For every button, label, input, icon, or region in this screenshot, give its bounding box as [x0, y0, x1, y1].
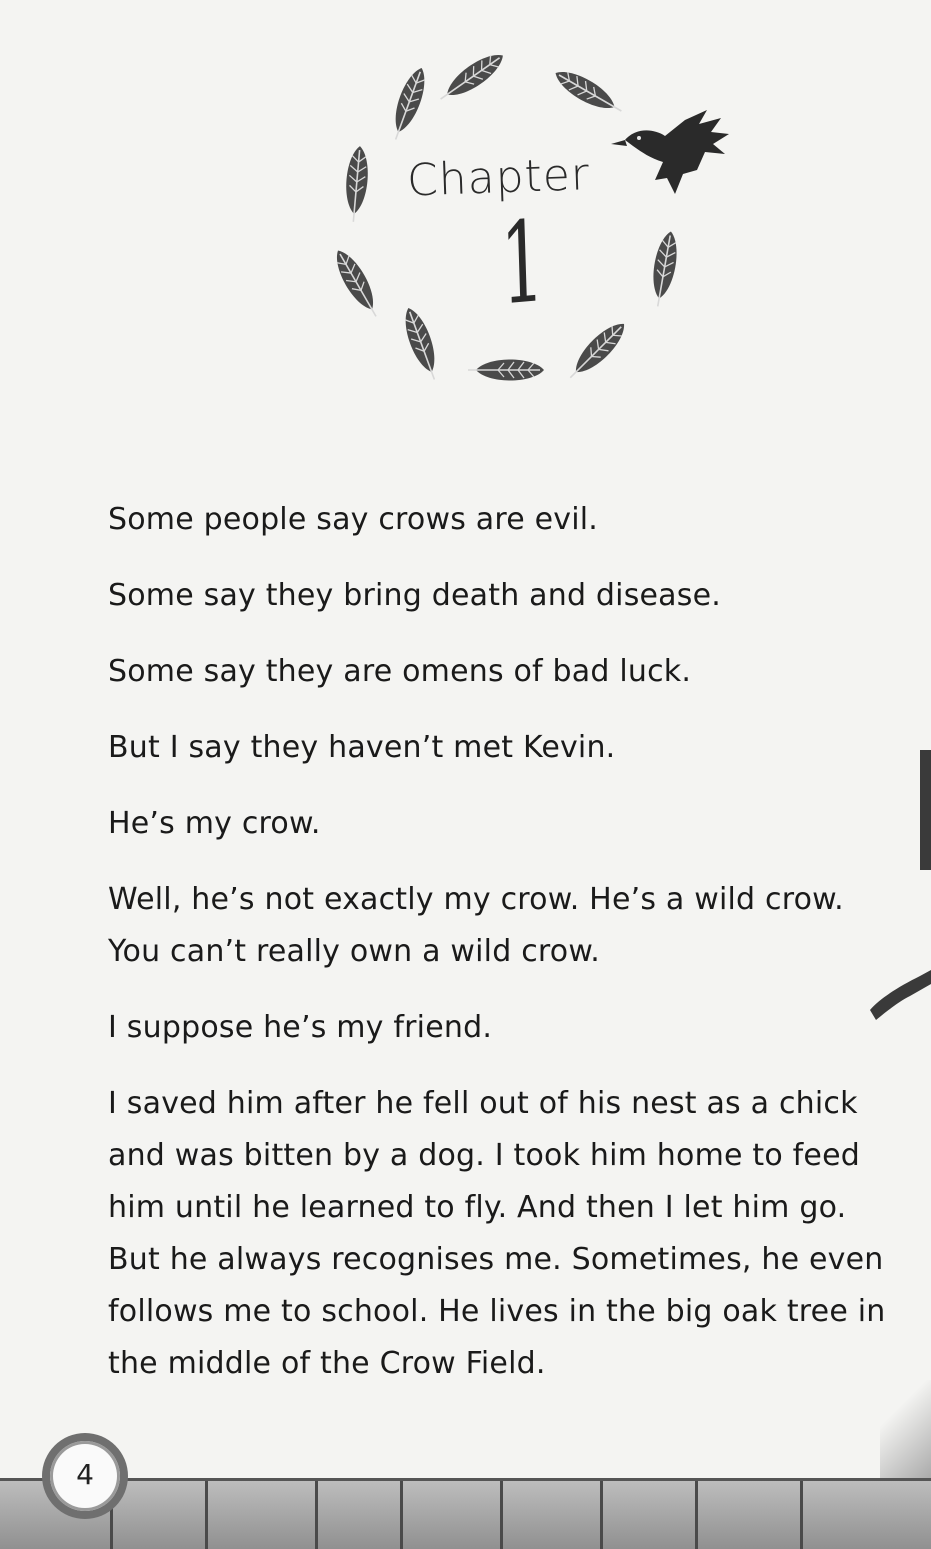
chapter-heading-word: Chapter: [406, 149, 591, 207]
paragraph: Well, he’s not exactly my crow. He’s a wild crow. You can’t really own a wild crow.: [108, 882, 844, 969]
grass-shade: [880, 1380, 931, 1480]
chapter-number: 1: [498, 196, 546, 331]
paragraph: Some people say crows are evil.: [108, 502, 599, 537]
paragraph: Some say they bring death and disease.: [108, 578, 721, 613]
paragraph: I suppose he’s my friend.: [108, 1010, 493, 1045]
body-text: [108, 494, 908, 1414]
fence-post: [695, 1481, 698, 1549]
tree-stump-icon: [42, 1433, 128, 1519]
fence-post: [205, 1481, 208, 1549]
fence-post: [600, 1481, 603, 1549]
crow-icon: [611, 110, 729, 194]
fence-post: [500, 1481, 503, 1549]
fence-post: [400, 1481, 403, 1549]
paragraph: He’s my crow.: [108, 806, 321, 841]
page-number: 4: [76, 1458, 94, 1491]
fence-post: [315, 1481, 318, 1549]
paragraph: But I say they haven’t met Kevin.: [108, 730, 616, 765]
paragraph: Some say they are omens of bad luck.: [108, 654, 692, 689]
fence-icon: [0, 1478, 931, 1549]
page-number-ring: [50, 1441, 120, 1511]
paragraph: I saved him after he fell out of his nest as a chick and was bitten by a dog. I took him home to feed him until he learned to fly. And then I let him go. But he always recognises me. Sometimes, he even follows me to school. He lives in the big oak tree in the middle of the Crow Field.: [108, 1086, 886, 1381]
fence-post: [800, 1481, 803, 1549]
chapter-emblem: [325, 40, 745, 400]
branch-decoration: [850, 740, 931, 1064]
